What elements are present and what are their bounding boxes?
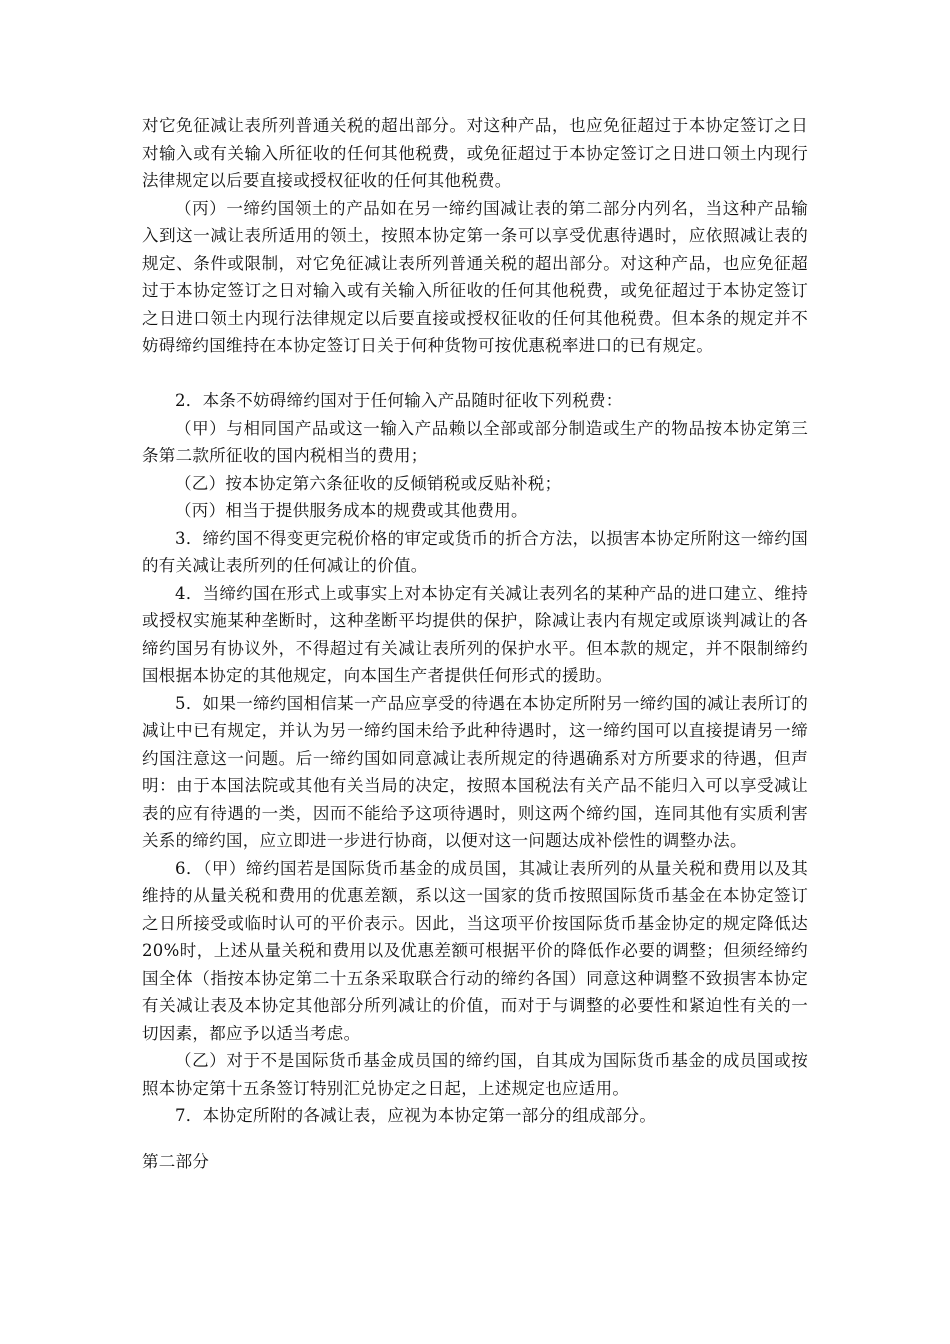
paragraph-item-3: 3．缔约国不得变更完税价格的审定或货币的折合方法，以损害本协定所附这一缔约国的有关减让表所列的任何减让的价值。 bbox=[142, 528, 808, 575]
paragraph-clause-bing: （丙）一缔约国领土的产品如在另一缔约国减让表的第二部分内列名，当这种产品输入到这一减让表所适用的领土，按照本协定第一条可以享受优惠待遇时，应依照减让表的规定、条件或限制，对它免征减让表所列普通关税的超出部分。对这种产品，也应免征超过于本协定签订之日对输入或有关输入所征收的任何其他税费，或免征超过于本协定签订之日进口领土内现行法律规定以后要直接或授权征收的任何其他税费。但本条的规定并不妨碍缔约国维持在本协定签订日关于何种货物可按优惠税率进口的已有规定。 bbox=[142, 198, 808, 355]
paragraph-continuation: 对它免征减让表所列普通关税的超出部分。对这种产品，也应免征超过于本协定签订之日对输入或有关输入所征收的任何其他税费，或免征超过于本协定签订之日进口领土内现行法律规定以后要直接或授权征收的任何其他税费。 bbox=[142, 116, 808, 190]
paragraph-item-5: 5．如果一缔约国相信某一产品应享受的待遇在本协定所附另一缔约国的减让表所订的减让中已有规定，并认为另一缔约国未给予此种待遇时，这一缔约国可以直接提请另一缔约国注意这一问题。后一缔约国如同意减让表所规定的待遇确系对方所要求的待遇，但声明：由于本国法院或其他有关当局的决定，按照本国税法有关产品不能归入可以享受减让表的应有待遇的一类，因而不能给予这项待遇时，则这两个缔约国，连同其他有实质利害关系的缔约国，应立即进一步进行协商，以便对这一问题达成补偿性的调整办法。 bbox=[142, 693, 808, 850]
document-page bbox=[142, 112, 808, 1175]
section-heading: 第二部分 bbox=[142, 1151, 210, 1171]
paragraph-item-4: 4．当缔约国在形式上或事实上对本协定有关减让表列名的某种产品的进口建立、维持或授权实施某种垄断时，这种垄断平均提供的保护，除减让表内有规定或原谈判减让的各缔约国另有协议外，不得超过有关减让表所列的保护水平。但本款的规定，并不限制缔约国根据本协定的其他规定，向本国生产者提供任何形式的援助。 bbox=[142, 583, 808, 685]
paragraph-item-2-bing: （丙）相当于提供服务成本的规费或其他费用。 bbox=[175, 501, 528, 520]
paragraph-item-2: 2．本条不妨碍缔约国对于任何输入产品随时征收下列税费： bbox=[175, 391, 623, 410]
paragraph-spacer bbox=[142, 360, 808, 388]
paragraph-item-6-jia: 6．（甲）缔约国若是国际货币基金的成员国，其减让表所列的从量关税和费用以及其维持的从量关税和费用的优惠差额，系以这一国家的货币按照国际货币基金在本协定签订之日所接受或临时认可的平价表示。因此，当这项平价按国际货币基金协定的规定降低达 20%时，上述从量关税和费用以及优惠差额可根据平价的降低作必要的调整；但须经缔约国全体（指按本协定第二十五条采取联合行动的缔约各国）同意这种调整不致损害本协定有关减让表及本协定其他部分所列减让的价值，而对于与调整的必要性和紧迫性有关的一切因素，都应予以适当考虑。 bbox=[142, 858, 808, 1043]
paragraph-item-7: 7．本协定所附的各减让表，应视为本协定第一部分的组成部分。 bbox=[175, 1106, 657, 1125]
paragraph-item-2-jia: （甲）与相同国产品或这一输入产品赖以全部或部分制造或生产的物品按本协定第三条第二款所征收的国内税相当的费用； bbox=[142, 418, 808, 465]
paragraph-item-6-yi: （乙）对于不是国际货币基金成员国的缔约国，自其成为国际货币基金的成员国或按照本协定第十五条签订特别汇兑协定之日起，上述规定也应适用。 bbox=[142, 1051, 808, 1098]
paragraph-item-2-yi: （乙）按本协定第六条征收的反倾销税或反贴补税； bbox=[175, 473, 562, 493]
